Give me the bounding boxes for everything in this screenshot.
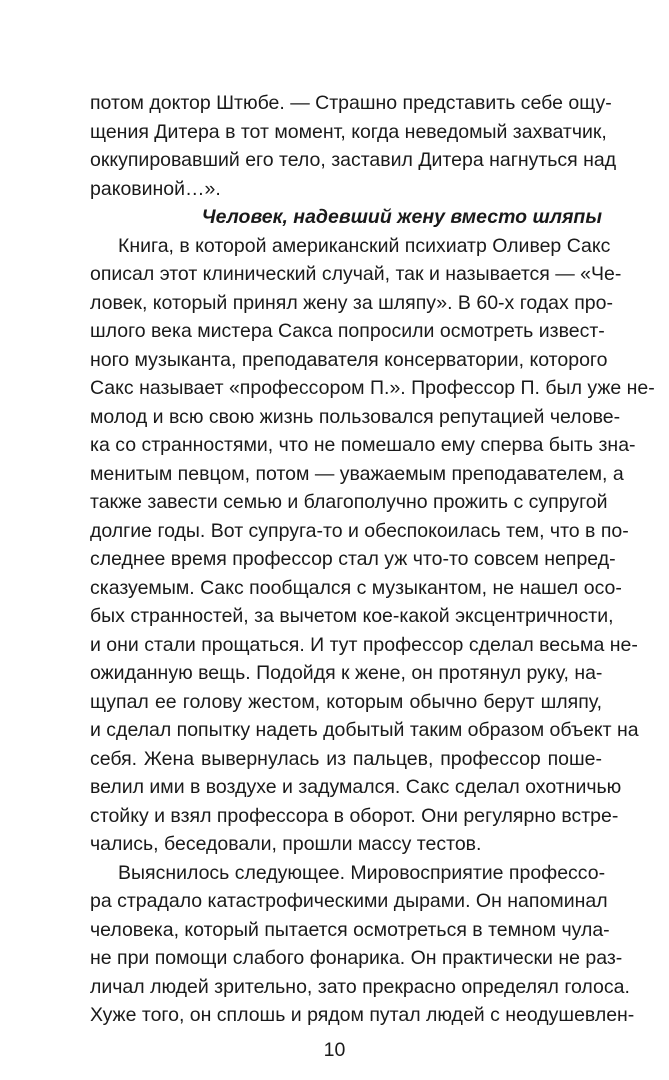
page-number: 10 [323, 1038, 346, 1061]
text-line: молод и всю свою жизнь пользовался репутацией челове- [90, 405, 621, 428]
text-line: сказуемым. Сакс пообщался с музыкантом, не нашел осо- [90, 576, 622, 599]
text-line: ра страдало катастрофическими дырами. Он напоминал [90, 890, 608, 912]
text-line: менитым певцом, потом — уважаемым преподавателем, а [90, 462, 624, 485]
text-line: долгие годы. Вот супруга-то и обеспокоилась тем, что в по- [90, 519, 629, 542]
text-line: и сделал попытку надеть добытый таким образом объект на [90, 719, 639, 741]
text-line: ожиданную вещь. Подойдя к жене, он протянул руку, на- [90, 662, 603, 684]
text-line: оккупировавший его тело, заставил Дитера нагнуться над [90, 149, 617, 171]
text-line: потом доктор Штюбе. — Страшно представить себе ощу- [90, 92, 612, 114]
text-line: бых странностей, за вычетом кое-какой эксцентричности, [90, 605, 614, 627]
text-line: стойку и взял профессора в оборот. Они регулярно встре- [90, 804, 619, 827]
text-line: следнее время профессор стал уж что-то совсем непред- [90, 548, 616, 570]
text-line: личал людей зрительно, зато прекрасно определял голоса. [90, 975, 630, 998]
text-line: себя. Жена вывернулась из пальцев, профессор поше- [90, 747, 602, 770]
text-line: велил ими в воздухе и задумался. Сакс сделал охотничью [90, 776, 622, 798]
text-line: раковиной…». [90, 177, 221, 200]
text-line: не при помощи слабого фонарика. Он практически не раз- [90, 947, 623, 969]
text-line: шлого века мистера Сакса попросили осмотреть извест- [90, 320, 605, 342]
text-line: ловек, который принял жену за шляпу». В 60-х годах про- [90, 291, 613, 314]
text-line: описал этот клинический случай, так и называется — «Че- [90, 263, 622, 285]
text-line: Хуже того, он сплошь и рядом путал людей с неодушевлен- [90, 1004, 635, 1026]
text-line: щупал ее голову жестом, которым обычно берут шляпу, [90, 690, 602, 713]
text-line: чались, беседовали, прошли массу тестов. [90, 833, 482, 855]
text-line: ного музыканта, преподавателя консерватории, которого [90, 348, 608, 371]
text-line: ка со странностями, что не помешало ему сперва быть зна- [90, 434, 636, 456]
section-heading: Человек, надевший жену вместо шляпы [201, 206, 602, 228]
text-line: Выяснилось следующее. Мировосприятие профессо- [118, 861, 606, 884]
text-line: Сакс называет «профессором П.». Профессор П. был уже не- [90, 377, 655, 399]
text-line: и они стали прощаться. И тут профессор сделал весьма не- [90, 633, 638, 656]
text-line: человека, который пытается осмотреться в темном чула- [90, 918, 610, 941]
text-line: щения Дитера в тот момент, когда неведомый захватчик, [90, 120, 607, 143]
text-line: также завести семью и благополучно прожить с супругой [90, 491, 608, 513]
text-line: Книга, в которой американский психиатр Оливер Сакс [118, 234, 611, 257]
